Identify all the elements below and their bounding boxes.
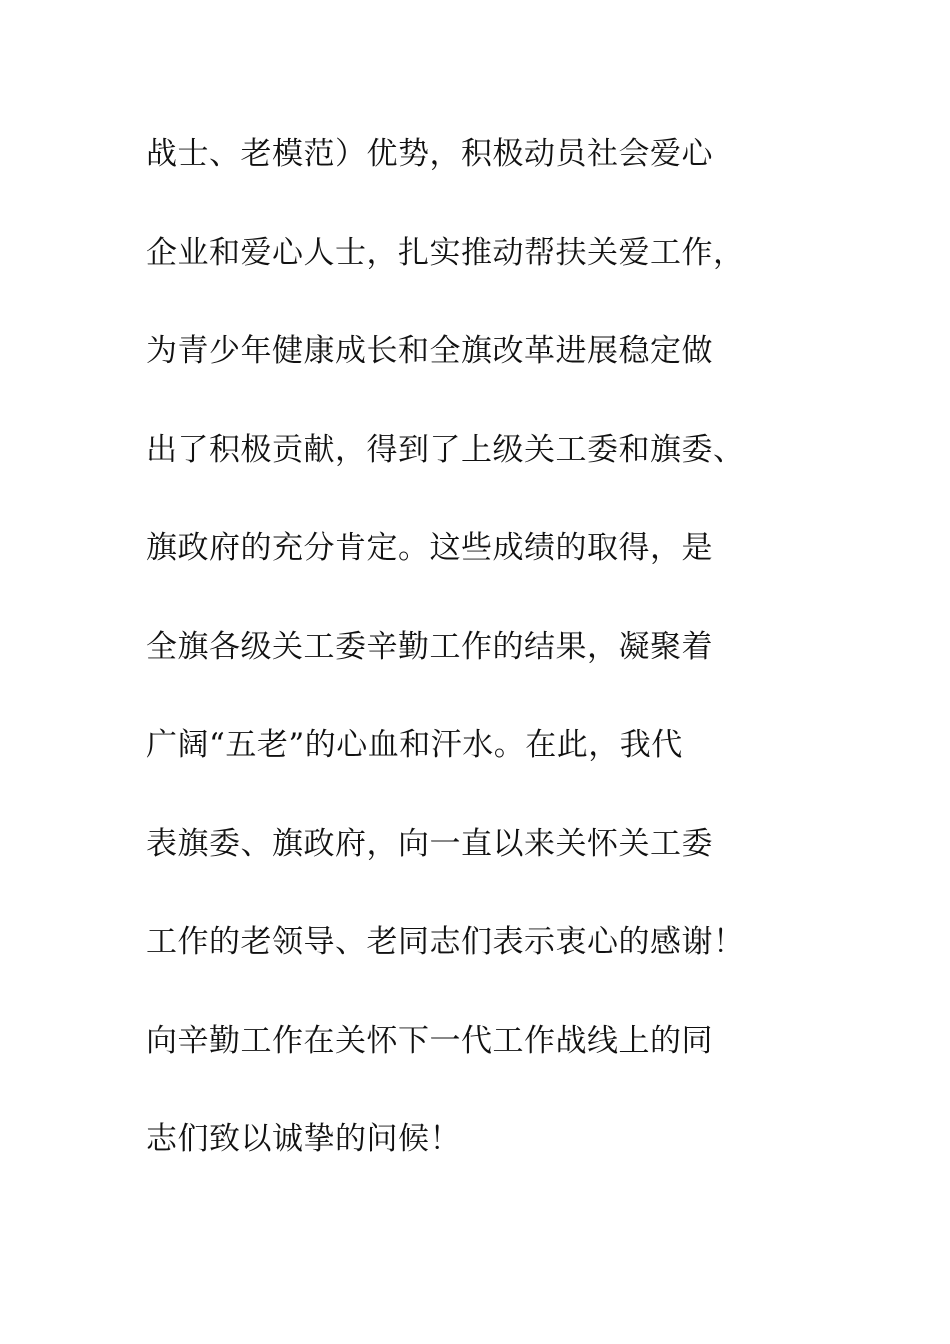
text-line-3: 为青少年健康成长和全旗改革进展稳定做 xyxy=(146,333,713,369)
text-line-4: 出了积极贡献，得到了上级关工委和旗委、 xyxy=(146,431,745,468)
text-line-6: 全旗各级关工委辛勤工作的结果，凝聚着 xyxy=(146,628,713,665)
text-line-2: 企业和爱心人士，扎实推动帮扶关爱工作， xyxy=(146,234,745,271)
text-line-7: 广阔“五老”的心血和汗水。在此，我代 xyxy=(146,727,683,763)
document-body xyxy=(146,126,826,1210)
text-line-11: 志们致以诚挚的问候！ xyxy=(146,1121,461,1157)
text-line-10: 向辛勤工作在关怀下一代工作战线上的同 xyxy=(146,1022,713,1059)
text-line-9: 工作的老领导、老同志们表示衷心的感谢！ xyxy=(146,924,745,960)
text-line-5: 旗政府的充分肯定。这些成绩的取得，是 xyxy=(146,530,713,566)
text-line-1: 战士、老模范）优势，积极动员社会爱心 xyxy=(146,136,713,172)
text-line-8: 表旗委、旗政府，向一直以来关怀关工委 xyxy=(146,825,713,862)
